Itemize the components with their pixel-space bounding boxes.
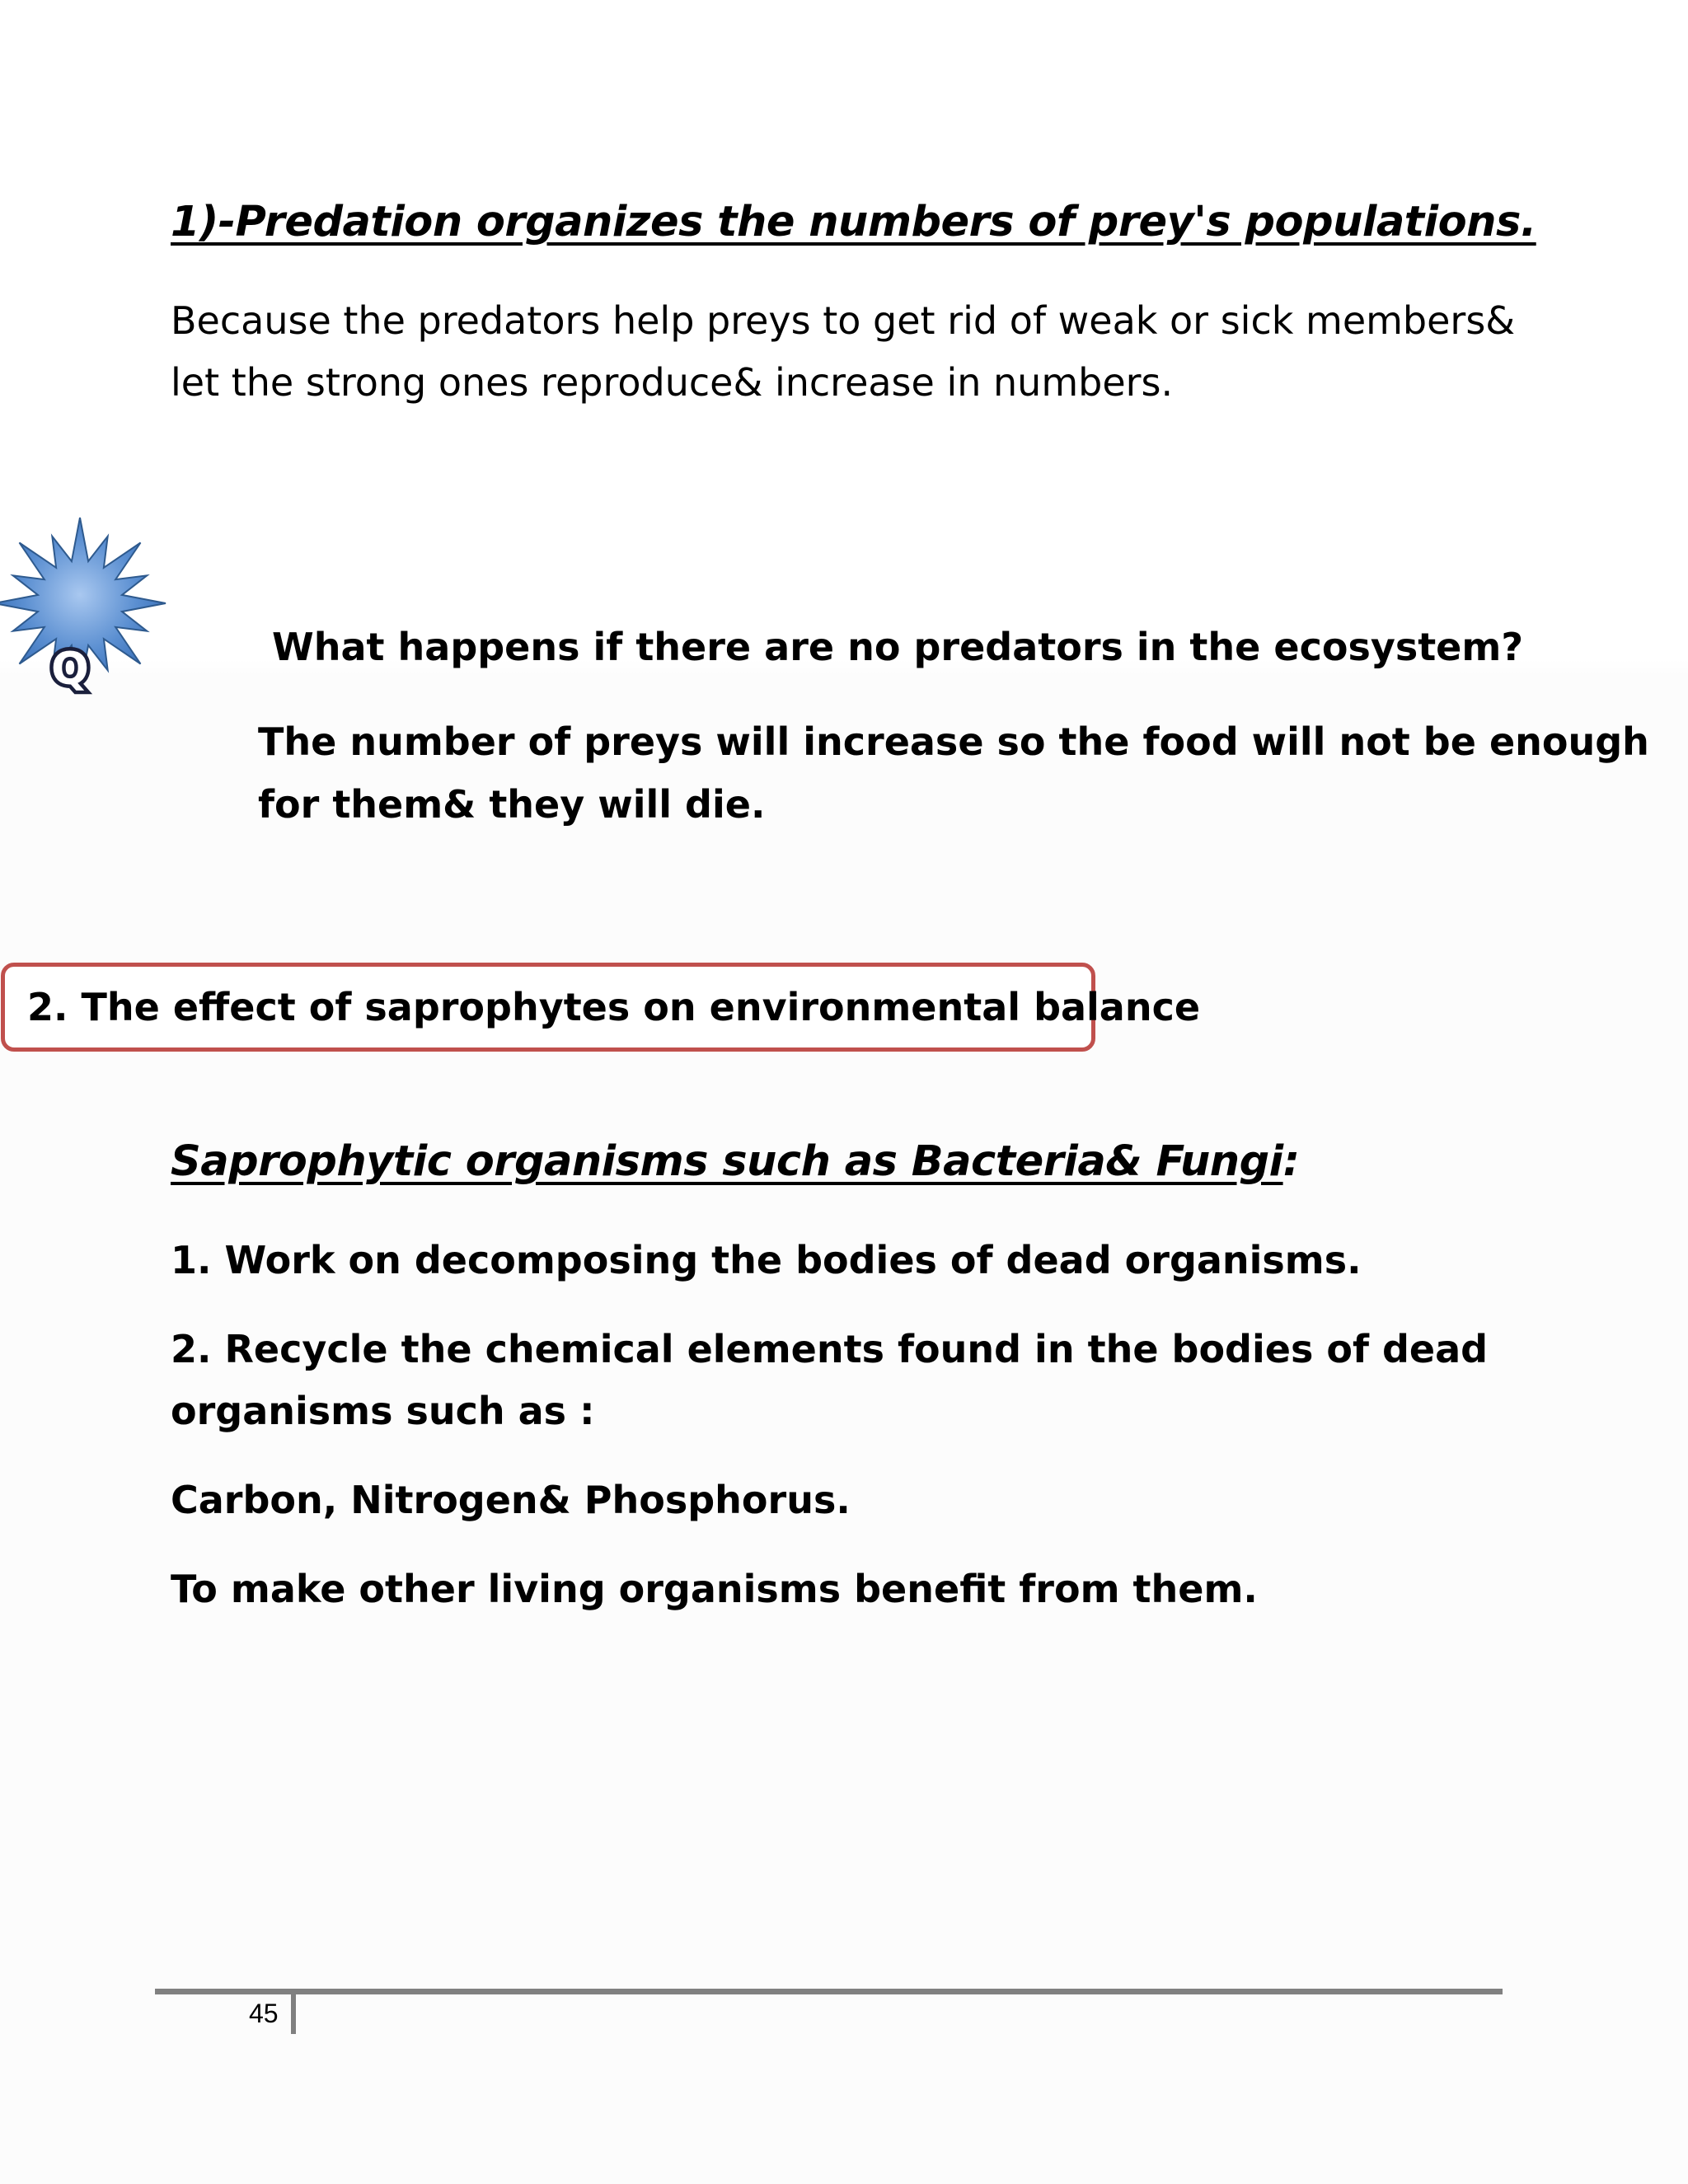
- answer-line-1: The number of preys will increase so the food will not be enough: [258, 719, 1649, 764]
- saprophytes-heading-text: Saprophytic organisms such as Bacteria& Fungi: [171, 1137, 1283, 1186]
- question-q-letter: Q: [51, 643, 89, 695]
- page-number: 45: [249, 1999, 279, 2028]
- section-title-box: [1, 963, 1201, 1052]
- section-title: 2. The effect of saprophytes on environmental balance: [27, 985, 1201, 1029]
- saprophytes-point-1: 1. Work on decomposing the bodies of dead organisms.: [171, 1238, 1362, 1282]
- answer-text: [258, 710, 1649, 836]
- predation-body-line-2: let the strong ones reproduce& increase in numbers.: [171, 360, 1174, 405]
- footer-rule: [155, 1989, 1503, 1994]
- predation-body-line-1: Because the predators help preys to get rid of weak or sick members&: [171, 298, 1516, 343]
- footer-divider: [291, 1994, 296, 2034]
- answer-line-2: for them& they will die.: [258, 782, 766, 827]
- saprophytes-elements: Carbon, Nitrogen& Phosphorus.: [171, 1478, 851, 1522]
- saprophytes-point-2-cont: organisms such as :: [171, 1389, 595, 1433]
- saprophytes-point-2: 2. Recycle the chemical elements found in the bodies of dead: [171, 1327, 1489, 1371]
- predation-heading: 1)-Predation organizes the numbers of prey's populations.: [171, 198, 1536, 246]
- saprophytes-heading-colon: :: [1282, 1137, 1300, 1186]
- saprophytes-heading: [171, 1137, 1299, 1186]
- question-text: What happens if there are no predators in the ecosystem?: [272, 625, 1523, 669]
- saprophytes-benefit: To make other living organisms benefit from them.: [171, 1567, 1258, 1611]
